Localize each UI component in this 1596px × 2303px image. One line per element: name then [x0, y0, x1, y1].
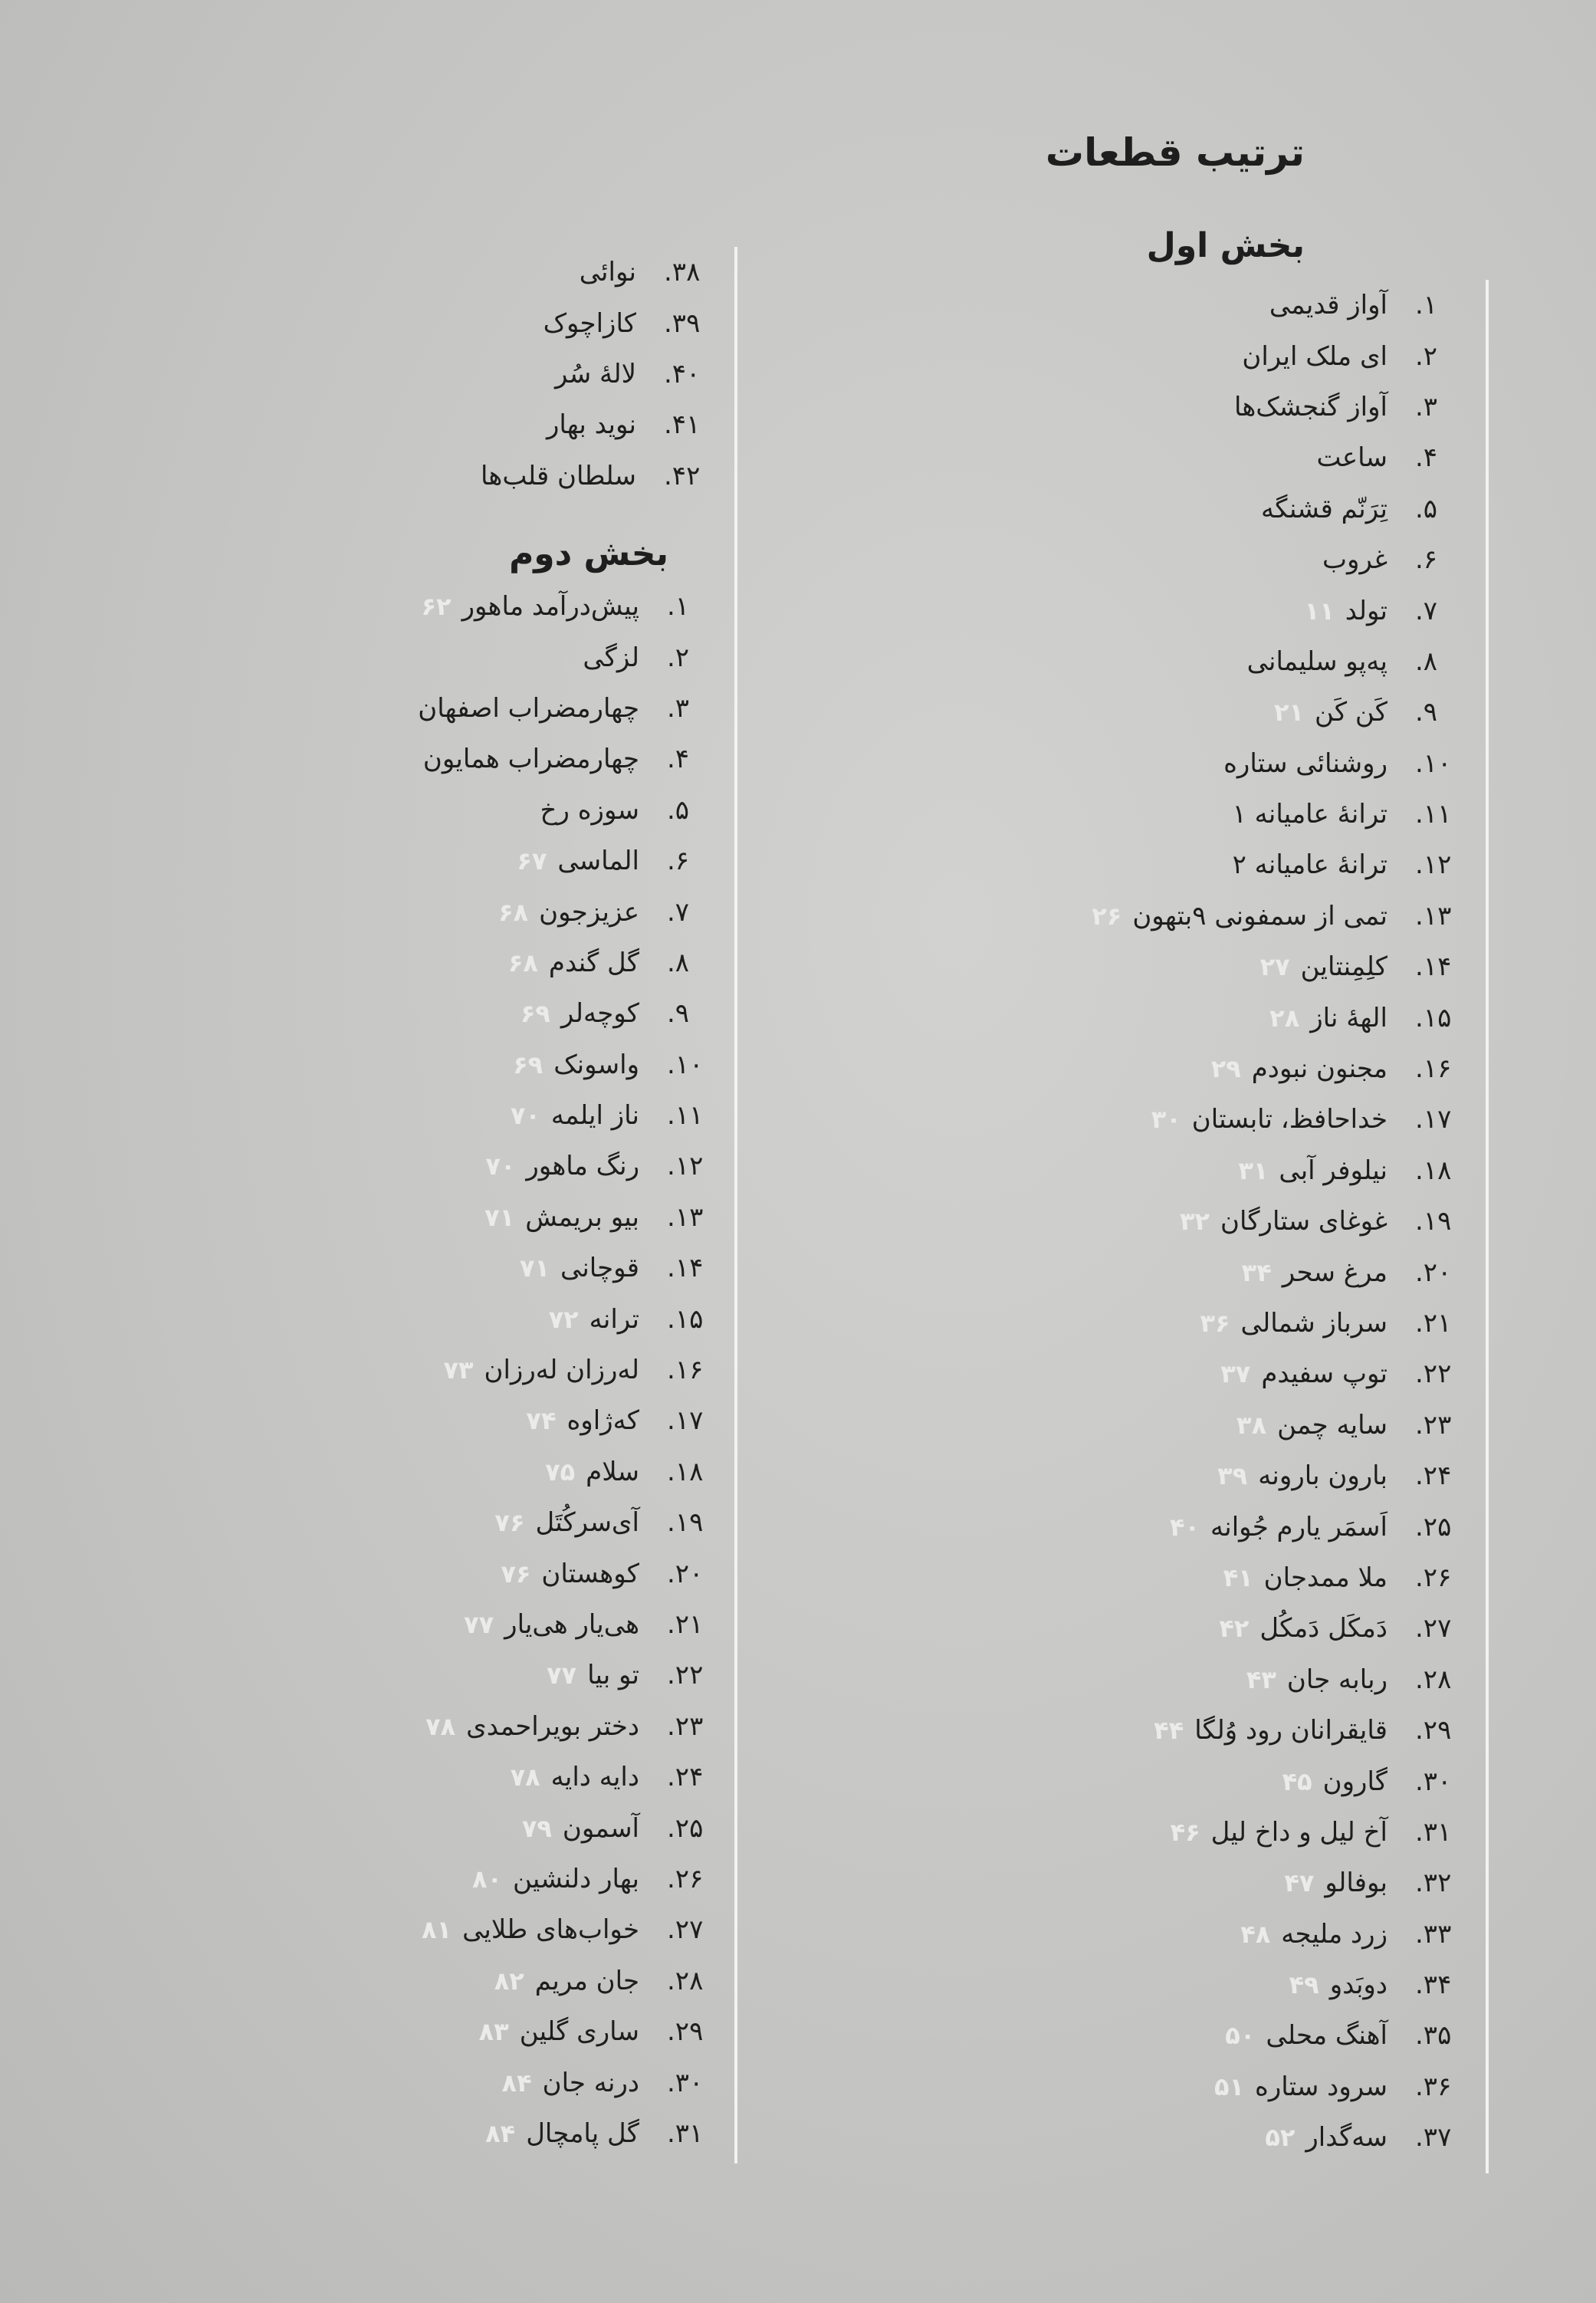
item-title: زرد ملیجه — [1281, 1918, 1387, 1950]
item-number: .۲۶ — [1415, 1562, 1452, 1593]
item-number: .۲۶ — [667, 1863, 704, 1894]
list-item — [1092, 1298, 1486, 1349]
item-page-number: ۴۹ — [1289, 1970, 1319, 2000]
list-item — [470, 247, 734, 297]
item-number: .۱۱ — [1415, 799, 1452, 830]
list-item — [407, 1599, 737, 1650]
list-item — [407, 2108, 737, 2159]
list-item — [407, 1497, 737, 1548]
list-item — [1092, 1603, 1486, 1654]
item-page-number: ۲۸ — [1269, 1003, 1300, 1033]
item-number: .۱۰ — [1415, 747, 1452, 779]
list-item — [1092, 1450, 1486, 1501]
item-number: .۳۶ — [1415, 2071, 1452, 2102]
item-title: عزیزجون — [539, 896, 639, 928]
item-number: .۲۷ — [1415, 1613, 1452, 1644]
item-title: چهارمضراب اصفهان — [418, 692, 639, 724]
item-title: واسونک — [553, 1049, 639, 1080]
item-number: .۲۱ — [1415, 1308, 1452, 1339]
item-page-number: ۷۹ — [521, 1813, 552, 1843]
item-page-number: ۴۰ — [1169, 1512, 1200, 1542]
list-item — [407, 1956, 737, 2006]
list-item — [1092, 839, 1486, 890]
item-page-number: ۷۵ — [545, 1457, 576, 1487]
list-item — [1092, 1349, 1486, 1399]
list-item — [407, 1802, 737, 1853]
list-item — [407, 1345, 737, 1395]
item-number: .۲۳ — [1415, 1409, 1452, 1441]
item-number: .۴ — [667, 744, 690, 775]
item-title: روشنائی ستاره — [1223, 747, 1387, 779]
list-item — [407, 1752, 737, 1802]
list-item — [470, 399, 734, 450]
item-page-number: ۳۰ — [1151, 1105, 1181, 1135]
item-number: .۲۷ — [667, 1914, 704, 1946]
list-item — [470, 349, 734, 399]
item-number: .۱ — [667, 591, 690, 623]
list-item — [1092, 1807, 1486, 1858]
item-number: .۱۲ — [1415, 849, 1452, 881]
item-page-number: ۷۳ — [443, 1355, 474, 1385]
list-item — [1092, 2010, 1486, 2061]
item-number: .۲۲ — [1415, 1358, 1452, 1390]
list-item — [1092, 2062, 1486, 2112]
item-title: چهارمضراب همایون — [422, 744, 639, 775]
item-number: .۳ — [667, 692, 690, 724]
item-page-number: ۴۴ — [1154, 1716, 1184, 1746]
item-number: .۱۶ — [1415, 1053, 1452, 1085]
item-title: گارون — [1322, 1766, 1387, 1797]
item-number: .۳۱ — [1415, 1816, 1452, 1848]
list-item — [1092, 941, 1486, 992]
item-page-number: ۵۱ — [1213, 2071, 1245, 2101]
item-title: تِرَنّم قشنگه — [1261, 493, 1387, 524]
item-number: .۳۰ — [667, 2067, 704, 2098]
list-item — [407, 886, 737, 937]
list-item — [407, 1854, 737, 1904]
list-item — [1092, 534, 1486, 585]
list-item — [407, 1701, 737, 1752]
list-item — [407, 1904, 737, 1955]
item-page-number: ۷۰ — [510, 1101, 540, 1131]
item-title: لالهٔ سُر — [554, 358, 636, 389]
item-page-number: ۸۱ — [422, 1915, 452, 1945]
item-page-number: ۳۲ — [1179, 1207, 1210, 1237]
item-title: سایه چمن — [1277, 1409, 1387, 1441]
list-item — [407, 734, 737, 784]
list-item — [407, 1447, 737, 1497]
item-page-number: ۸۲ — [494, 1966, 524, 1996]
item-title: ملا ممدجان — [1263, 1562, 1387, 1593]
item-page-number: ۷۷ — [464, 1610, 494, 1639]
list-item — [407, 785, 737, 836]
item-number: .۱۸ — [1415, 1155, 1452, 1186]
item-number: .۳۰ — [1415, 1766, 1452, 1797]
list-item — [1092, 1043, 1486, 1094]
item-title: الههٔ ناز — [1310, 1002, 1387, 1033]
section-1-heading — [1147, 226, 1305, 265]
item-page-number: ۶۷ — [517, 846, 547, 876]
list-item — [407, 1141, 737, 1191]
item-number: .۳۹ — [664, 307, 701, 339]
item-number: .۱۷ — [667, 1405, 704, 1437]
list-item — [407, 1243, 737, 1293]
item-number: .۱۵ — [667, 1303, 704, 1335]
list-item — [1092, 382, 1486, 432]
item-title: گل گندم — [548, 947, 639, 978]
item-page-number: ۱۱ — [1304, 596, 1335, 626]
item-page-number: ۳۱ — [1238, 1155, 1269, 1185]
item-number: .۳۸ — [664, 257, 701, 288]
item-number: .۸ — [667, 947, 690, 978]
item-page-number: ۷۲ — [548, 1304, 579, 1334]
list-item — [407, 632, 737, 682]
item-page-number: ۶۹ — [520, 999, 550, 1029]
item-title: آواز قدیمی — [1269, 290, 1387, 321]
item-title: پەپو سلیمانی — [1246, 646, 1387, 677]
item-number: .۱۶ — [667, 1355, 704, 1386]
item-page-number: ۸۰ — [471, 1864, 503, 1894]
item-page-number: ۲۷ — [1259, 952, 1290, 982]
list-item — [407, 1192, 737, 1243]
item-title: تو بیا — [587, 1660, 639, 1691]
item-number: .۷ — [667, 896, 690, 928]
item-title: کەژاوه — [566, 1405, 639, 1437]
item-number: .۱۱ — [667, 1100, 704, 1132]
item-title: ساعت — [1316, 442, 1387, 474]
list-item — [470, 297, 734, 348]
item-page-number: ۷۱ — [519, 1253, 550, 1283]
item-number: .۳ — [1415, 391, 1438, 422]
item-page-number: ۶۹ — [513, 1050, 543, 1079]
item-page-number: ۳۷ — [1220, 1359, 1251, 1389]
list-item — [1092, 992, 1486, 1043]
item-number: .۵ — [667, 794, 690, 826]
item-number: .۲۴ — [1415, 1460, 1452, 1492]
list-item — [1092, 280, 1486, 330]
item-number: .۴۰ — [664, 358, 701, 389]
item-title: اَسمَر یارم جُوانه — [1210, 1511, 1387, 1542]
item-number: .۴۲ — [664, 460, 701, 491]
item-title: مجنون نبودم — [1251, 1053, 1387, 1085]
item-number: .۲۰ — [667, 1558, 704, 1589]
item-page-number: ۴۸ — [1240, 1919, 1271, 1949]
list-item — [407, 1650, 737, 1700]
item-title: بیو بریمش — [525, 1201, 639, 1233]
item-page-number: ۲۶ — [1092, 901, 1122, 931]
list-item — [1092, 1858, 1486, 1908]
item-title: ناز ایلمه — [550, 1100, 639, 1132]
item-title: کوچەلر — [560, 998, 639, 1030]
item-title: نوید بهار — [546, 409, 636, 441]
item-title: دختر بویراحمدی — [466, 1710, 639, 1742]
list-item — [407, 1293, 737, 1344]
item-title: آخ لیل و داخ لیل — [1210, 1816, 1387, 1848]
item-page-number: ۸۳ — [478, 2017, 509, 2047]
item-page-number: ۷۰ — [485, 1152, 516, 1181]
list-item — [407, 1090, 737, 1141]
list-item — [1092, 1705, 1486, 1756]
item-page-number: ۷۶ — [494, 1508, 525, 1538]
item-number: .۳۷ — [1415, 2122, 1452, 2154]
item-number: .۱ — [1415, 290, 1438, 321]
item-number: .۱۵ — [1415, 1002, 1452, 1033]
list-item — [1092, 636, 1486, 687]
item-number: .۱۳ — [1415, 900, 1452, 931]
list-item — [407, 1040, 737, 1090]
item-title: درنه جان — [542, 2067, 639, 2098]
item-page-number: ۷۸ — [510, 1763, 540, 1792]
list-item — [407, 2057, 737, 2108]
item-number: .۲۵ — [1415, 1511, 1452, 1542]
item-number: .۲۳ — [667, 1710, 704, 1742]
section-2-heading — [509, 534, 668, 573]
item-title: کازاچوک — [543, 307, 636, 339]
item-title: ربابه جان — [1286, 1664, 1387, 1695]
item-number: .۲۸ — [1415, 1664, 1452, 1695]
list-item — [407, 1548, 737, 1598]
item-number: .۱۳ — [667, 1201, 704, 1233]
list-item — [407, 2006, 737, 2057]
item-title: لزگی — [583, 642, 639, 673]
item-title: بوفالو — [1325, 1868, 1387, 1899]
item-number: .۲۰ — [1415, 1257, 1452, 1288]
item-number: .۱۷ — [1415, 1104, 1452, 1135]
list-item — [1092, 1145, 1486, 1196]
item-number: .۳۴ — [1415, 1970, 1452, 2001]
item-number: .۱۹ — [667, 1507, 704, 1539]
item-page-number: ۴۳ — [1246, 1664, 1276, 1694]
item-page-number: ۲۱ — [1273, 698, 1305, 728]
list-item — [1092, 1247, 1486, 1297]
item-title: ای ملک ایران — [1242, 340, 1387, 372]
item-page-number: ۸۴ — [501, 2068, 532, 2098]
section-1-list — [1092, 280, 1489, 2173]
list-item — [1092, 1196, 1486, 1247]
item-page-number: ۴۱ — [1223, 1562, 1253, 1592]
item-page-number: ۳۶ — [1200, 1309, 1230, 1338]
list-item — [1092, 1654, 1486, 1705]
item-number: .۷ — [1415, 595, 1438, 626]
item-title: تمی از سمفونی ۹بتهون — [1132, 900, 1387, 931]
item-page-number: ۶۲ — [421, 592, 452, 622]
list-item — [407, 836, 737, 886]
list-item — [407, 988, 737, 1039]
list-item — [1092, 738, 1486, 789]
item-title: ترانه — [589, 1303, 639, 1335]
item-number: .۱۴ — [1415, 951, 1452, 983]
item-title: بارون بارونه — [1258, 1460, 1387, 1492]
item-title: نیلوفر آبی — [1279, 1155, 1387, 1186]
item-title: سرود ستاره — [1255, 2071, 1387, 2102]
item-number: .۳۵ — [1415, 2020, 1452, 2052]
item-title: سلام — [586, 1456, 639, 1487]
item-title: خداحافظ، تابستان — [1191, 1104, 1387, 1135]
list-item — [1092, 432, 1486, 483]
list-item — [1092, 2112, 1486, 2163]
item-title: ساری گلین — [519, 2016, 639, 2048]
item-page-number: ۷۸ — [425, 1711, 456, 1741]
item-page-number: ۵۲ — [1265, 2123, 1296, 2153]
item-number: .۲۸ — [667, 1965, 704, 1996]
item-title: آواز گنجشک‌ها — [1234, 391, 1387, 422]
item-title: گل پامچال — [526, 2117, 639, 2149]
item-title: آهنگ محلی — [1266, 2020, 1387, 2052]
item-number: .۲۴ — [667, 1762, 704, 1793]
item-title: دَمکَل دَمکُل — [1259, 1613, 1387, 1644]
item-title: آی‌سرکُتَل — [535, 1507, 639, 1539]
item-title: کوهستان — [541, 1558, 639, 1589]
item-title: جان مریم — [534, 1965, 639, 1996]
item-title: لەرزان لەرزان — [484, 1355, 639, 1386]
item-page-number: ۶۸ — [507, 948, 538, 977]
item-number: .۵ — [1415, 493, 1438, 524]
item-title: کَن کَن — [1315, 697, 1387, 728]
list-item — [1092, 330, 1486, 381]
item-title: سرباز شمالی — [1240, 1308, 1387, 1339]
item-page-number: ۲۹ — [1210, 1054, 1241, 1084]
item-page-number: ۳۴ — [1241, 1257, 1272, 1287]
item-number: .۲۹ — [1415, 1715, 1452, 1746]
item-number: .۹ — [667, 998, 690, 1030]
item-title: کلِمِنتاین — [1300, 951, 1387, 983]
item-number: .۶ — [667, 846, 690, 877]
item-title: دایه دایه — [550, 1762, 639, 1793]
item-title: غروب — [1322, 544, 1387, 576]
item-page-number: ۳۹ — [1217, 1461, 1248, 1491]
item-number: .۶ — [1415, 544, 1438, 576]
list-item — [407, 938, 737, 988]
item-number: .۳۳ — [1415, 1918, 1452, 1950]
list-item — [1092, 1400, 1486, 1450]
page-title: ترتیب قطعات — [1045, 130, 1305, 175]
item-page-number: ۷۴ — [526, 1406, 557, 1436]
section-2-list — [407, 581, 737, 2159]
item-title: آسمون — [562, 1812, 639, 1844]
item-title: هی‌یار هی‌یار — [504, 1609, 639, 1640]
item-number: .۲۹ — [667, 2016, 704, 2048]
item-number: .۱۸ — [667, 1456, 704, 1487]
item-page-number: ۵۰ — [1225, 2021, 1256, 2051]
item-number: .۴۱ — [664, 409, 701, 441]
item-title: قوچانی — [560, 1253, 639, 1284]
item-title: الماسی — [557, 846, 639, 877]
list-item — [1092, 1909, 1486, 1960]
item-page-number: ۴۶ — [1170, 1817, 1200, 1847]
item-number: .۱۰ — [667, 1049, 704, 1080]
item-page-number: ۷۱ — [484, 1202, 515, 1232]
item-title: ترانهٔ عامیانه ۱ — [1232, 799, 1387, 830]
item-page-number: ۸۴ — [485, 2118, 516, 2148]
list-item — [1092, 1756, 1486, 1806]
list-item — [407, 683, 737, 734]
item-page-number: ۳۸ — [1236, 1410, 1267, 1440]
item-title: رنگ ماهور — [526, 1151, 639, 1182]
item-title: توپ سفیدم — [1261, 1358, 1387, 1390]
list-item — [407, 1395, 737, 1446]
item-title: نوائی — [579, 257, 636, 288]
item-number: .۲ — [667, 642, 690, 673]
item-title: مرغ سحر — [1282, 1257, 1387, 1288]
list-item — [1092, 585, 1486, 636]
item-title: خواب‌های طلایی — [462, 1914, 639, 1946]
item-page-number: ۴۷ — [1284, 1868, 1315, 1898]
item-title: بهار دلنشین — [513, 1863, 639, 1894]
item-title: سەگدار — [1305, 2122, 1387, 2154]
item-number: .۲۱ — [667, 1609, 704, 1640]
item-number: .۲۲ — [667, 1660, 704, 1691]
item-title: سلطان قلب‌ها — [481, 460, 636, 491]
item-title: غوغای ستارگان — [1220, 1206, 1387, 1237]
item-number: .۳۲ — [1415, 1868, 1452, 1899]
list-item — [407, 581, 737, 632]
list-item — [1092, 1960, 1486, 2010]
list-item — [1092, 1552, 1486, 1603]
list-item — [1092, 484, 1486, 534]
item-page-number: ۶۸ — [498, 897, 529, 927]
item-title: تولد — [1345, 595, 1387, 626]
list-item — [1092, 1094, 1486, 1145]
item-page-number: ۴۵ — [1282, 1766, 1312, 1796]
item-number: .۱۴ — [667, 1253, 704, 1284]
list-item — [1092, 687, 1486, 738]
item-number: .۹ — [1415, 697, 1438, 728]
item-number: .۸ — [1415, 646, 1438, 677]
list-item — [1092, 1501, 1486, 1552]
list-item — [1092, 789, 1486, 839]
list-item — [470, 451, 734, 501]
item-title: پیش‌درآمد ماهور — [461, 591, 639, 623]
item-number: .۴ — [1415, 442, 1438, 474]
list-item — [1092, 891, 1486, 941]
item-number: .۲ — [1415, 340, 1438, 372]
item-page-number: ۷۷ — [547, 1661, 577, 1690]
item-number: .۱۲ — [667, 1151, 704, 1182]
item-number: .۳۱ — [667, 2117, 704, 2149]
item-number: .۱۹ — [1415, 1206, 1452, 1237]
item-title: سوزه رخ — [540, 794, 639, 826]
item-page-number: ۷۶ — [501, 1559, 531, 1588]
item-title: قایقرانان رود وُلگا — [1194, 1715, 1387, 1746]
item-number: .۲۵ — [667, 1812, 704, 1844]
section-1-heading-text: بخش اول — [1146, 226, 1305, 265]
section-2-heading-text: بخش دوم — [509, 534, 668, 573]
item-title: ترانهٔ عامیانه ۲ — [1232, 849, 1387, 881]
item-page-number: ۴۲ — [1219, 1614, 1250, 1644]
item-title: دوبَدو — [1329, 1970, 1387, 2001]
